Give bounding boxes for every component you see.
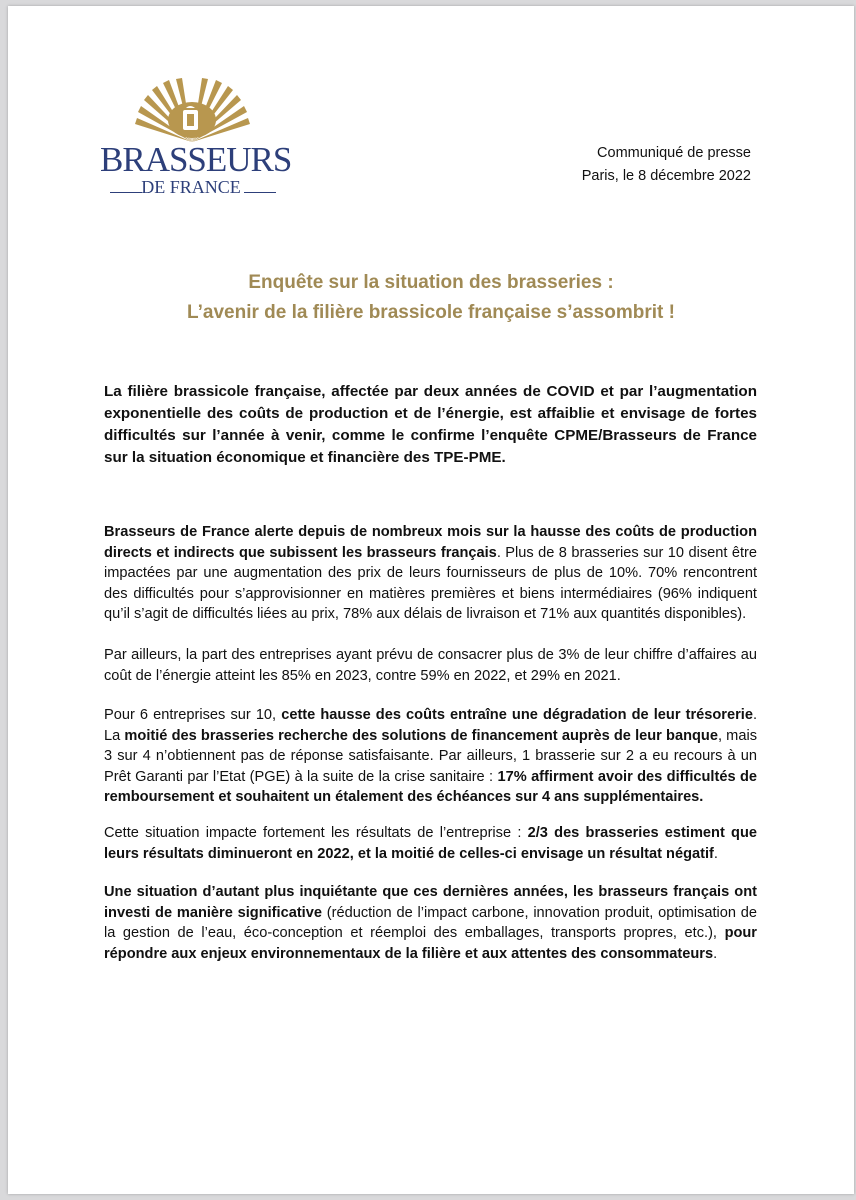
paragraph-results [104, 823, 757, 864]
logo-rule-right [244, 192, 276, 193]
logo-subtitle: DE FRANCE [141, 177, 241, 197]
document-page [8, 6, 854, 1194]
p3-text-2: . La [104, 707, 757, 744]
p1-bold: Brasseurs de France alerte depuis de nombreux mois sur la hausse des coûts de production directs et indirects que subissent les brasseurs français [104, 524, 757, 561]
paragraph-energy [104, 645, 757, 686]
page-title [8, 268, 854, 328]
document-type: Communiqué de presse [597, 145, 751, 161]
p3-bold-2: moitié des brasseries recherche des solutions de financement auprès de leur banque [124, 727, 718, 744]
p3-bold-1: cette hausse des coûts entraîne une dégradation de leur trésorerie [281, 707, 753, 723]
title-line-2: L’avenir de la filière brassicole française s’assombrit ! [187, 302, 675, 323]
lead-text: La filière brassicole française, affectée par deux années de COVID et par l’augmentation exponentielle des coûts de production et de l’énergie, est affaiblie et envisage de fortes difficultés sur l’année à venir, comme le confirme l’enquête CPME/Brasseurs de France sur la situation économique et financière des TPE-PME. [104, 383, 757, 466]
p1-text: . Plus de 8 brasseries sur 10 disent être impactées par une augmentation des prix de leurs fournisseurs de plus de 10%. 70% rencontrent des difficultés pour s’approvisionner en matières premières et biens intermédiaires (96% indiquent qu’il s’agit de difficultés liées au prix, 78% aux délais de livraison et 71% aux quantités disponibles). [104, 544, 757, 623]
p3-text-3: , mais 3 sur 4 n’obtiennent pas de réponse satisfaisante. Par ailleurs, 1 brasserie sur 2 a eu recours à un Prêt Garanti par l’Etat (PGE) à la suite de la crise sanitaire : [104, 727, 757, 785]
date-line: Paris, le 8 décembre 2022 [581, 168, 751, 184]
press-release-meta [582, 142, 751, 188]
p4-text-2: . [713, 845, 718, 862]
paragraph-treasury [104, 705, 757, 808]
brasseurs-de-france-logo [100, 78, 290, 196]
title-line-1: Enquête sur la situation des brasseries : [248, 272, 614, 293]
lead-paragraph [104, 381, 757, 469]
logo-wordmark: BRASSEURS [100, 140, 292, 179]
sunburst-hops-icon [130, 78, 255, 143]
p4-bold-1: 2/3 des brasseries estiment que leurs résultats diminueront en 2022, et la moitié de celles-ci envisage un résultat négatif [104, 825, 758, 862]
logo-subline [100, 177, 282, 195]
p2-text: Par ailleurs, la part des entreprises ayant prévu de consacrer plus de 3% de leur chiffre d’affaires au coût de l’énergie atteint les 85% en 2023, contre 59% en 2022, et 29% en 2021. [104, 647, 757, 684]
p3-bold-3: 17% affirment avoir des difficultés de remboursement et souhaitent un étalement des échéances sur 4 ans supplémentaires. [104, 768, 757, 806]
paragraph-production-costs [104, 522, 757, 625]
paragraph-investments [104, 882, 757, 964]
p5-bold-1: Une situation d’autant plus inquiétante que ces dernières années, les brasseurs français ont investi de manière significative [104, 884, 757, 921]
p5-text-2: . [713, 945, 718, 962]
p4-text-1: Cette situation impacte fortement les résultats de l’entreprise : [104, 825, 528, 841]
p5-bold-2: pour répondre aux enjeux environnementaux de la filière et aux attentes des consommateurs [104, 925, 757, 962]
p5-text-1: (réduction de l’impact carbone, innovation produit, optimisation de la gestion de l’eau, éco-conception et réemploi des emballages, transports propres, etc.), [104, 904, 758, 942]
p3-text-1: Pour 6 entreprises sur 10, [104, 707, 282, 723]
